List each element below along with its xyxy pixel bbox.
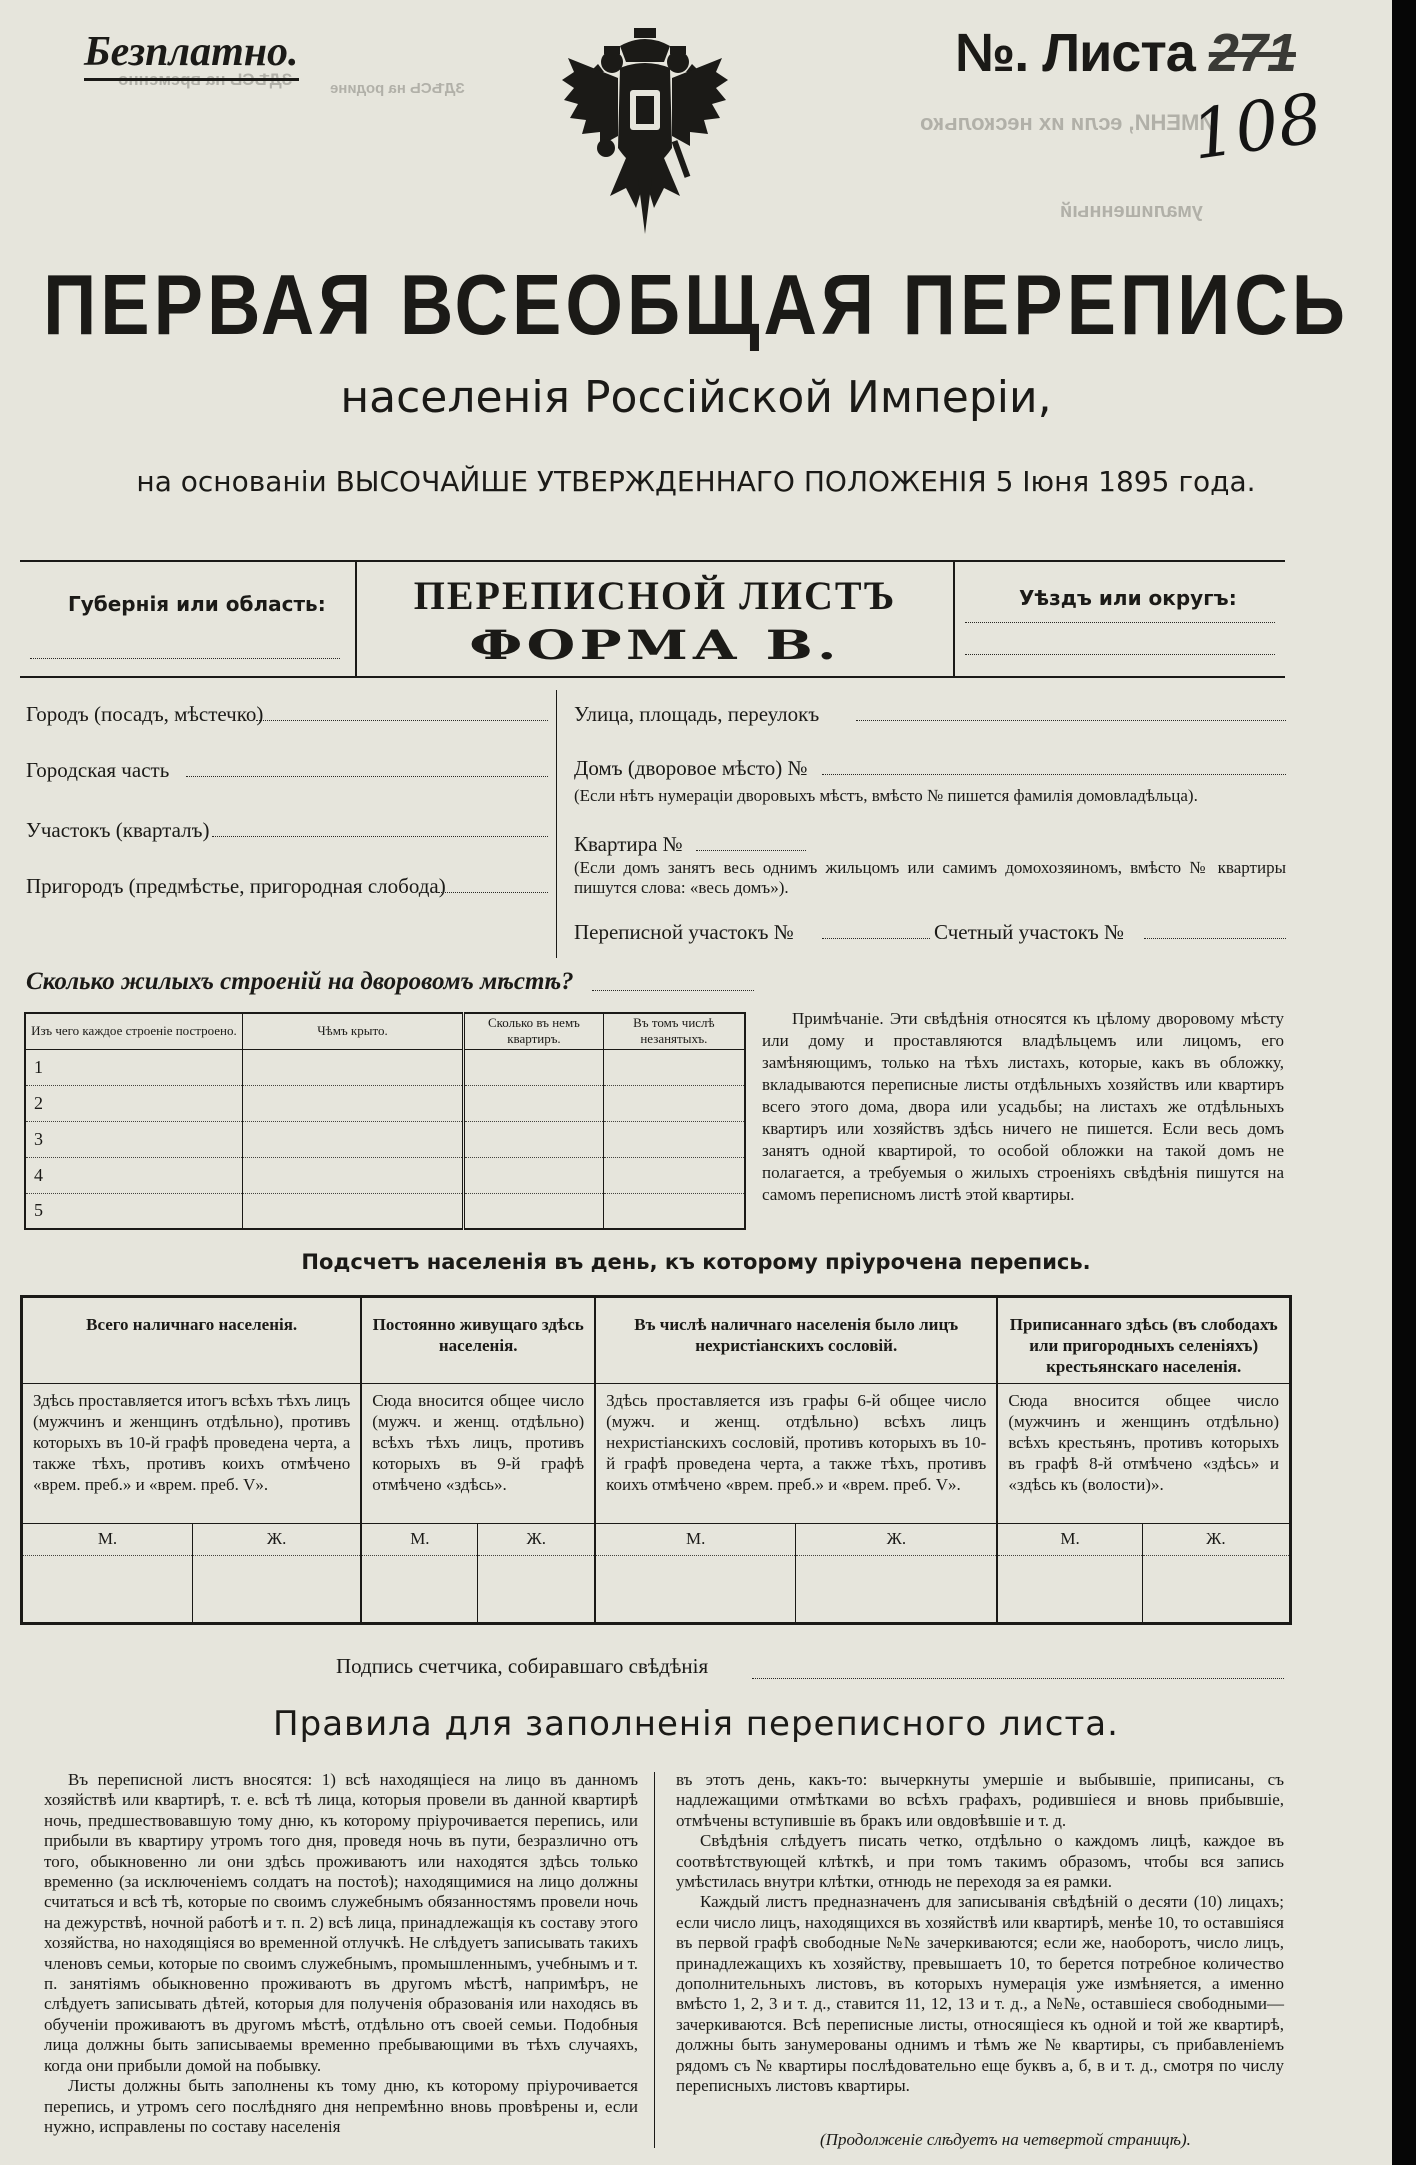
table-cell[interactable] xyxy=(242,1121,463,1157)
population-count-table xyxy=(20,1295,1292,1625)
page-subtitle: населенія Россійской Имперіи, xyxy=(340,372,1052,423)
buildings-table xyxy=(24,1012,746,1230)
address-suburb-field[interactable] xyxy=(438,892,548,893)
signature-field[interactable] xyxy=(752,1678,1284,1679)
buildings-question: Сколько жилыхъ строеній на дворовомъ мѣстѣ? xyxy=(26,968,574,995)
rules-paragraph: Листы должны быть заполнены къ тому дню, къ которому пріурочивается перепись, и утромъ сего послѣдняго дня непремѣнно вновь провѣрены и, если нужно, исправлены по составу населенія xyxy=(44,2076,638,2136)
count-entry-cell[interactable] xyxy=(193,1556,362,1624)
male-label: М. xyxy=(595,1524,796,1556)
count-table-sex-row xyxy=(22,1524,1291,1556)
address-city-part-label: Городская часть xyxy=(26,758,170,782)
sheet-number-label: №. Листа xyxy=(955,23,1195,83)
count-entry-cell[interactable] xyxy=(1142,1556,1290,1624)
rules-paragraph: Свѣдѣнія слѣдуетъ писать четко, отдѣльно о каждомъ лицѣ, каждое въ соотвѣтствующей клѣткѣ, и при томъ такимъ образомъ, чтобы вся запись умѣстилась внутри клѣтки, отнюдь не переходя за ея рамки. xyxy=(676,1831,1284,1892)
address-precinct-label: Участокъ (кварталъ) xyxy=(26,818,210,842)
count-col-total-present: Всего наличнаго населенія. xyxy=(22,1297,362,1384)
female-label: Ж. xyxy=(1142,1524,1290,1556)
table-cell[interactable] xyxy=(603,1193,745,1229)
rules-column-divider xyxy=(654,1772,655,2148)
address-street-field[interactable] xyxy=(856,720,1286,721)
table-row xyxy=(25,1193,745,1229)
male-label: М. xyxy=(22,1524,193,1556)
divider xyxy=(20,676,1285,678)
rules-title: Правила для заполненія переписного листа. xyxy=(273,1704,1119,1744)
address-house-label: Домъ (дворовое мѣсто) № xyxy=(574,756,808,780)
address-city-part-field[interactable] xyxy=(186,776,548,777)
uezd-field-1[interactable] xyxy=(965,622,1275,623)
address-apartment-note: (Если домъ занятъ весь однимъ жильцомъ или самимъ домохозяиномъ, вмѣсто № квартиры пишутся слова: «весь домъ»). xyxy=(574,858,1286,897)
count-col-peasants: Приписаннаго здѣсь (въ слободахъ или пригородныхъ селеніяхъ) крестьянскаго населенія. xyxy=(997,1297,1290,1384)
col-apartments: Сколько въ немъ квартиръ. xyxy=(464,1013,604,1049)
table-cell[interactable] xyxy=(242,1193,463,1229)
rules-paragraph: Въ переписной листъ вносятся: 1) всѣ находящіеся на лицо въ данномъ хозяйствѣ или квартирѣ, т. е. всѣ тѣ лица, которыя провели въ данной квартирѣ ночь, предшествовавшую тому дню, къ которому пріурочивается перепись, или прибыли въ квартиру утромъ того дня, проведя ночь въ пути, безразлично отъ того, обыкновенно ли они здѣсь проживаютъ или находятся здѣсь только временно (за исключеніемъ солдатъ на постоѣ); находящимися на лицо должны считаться и всѣ тѣ, которые по своимъ служебнымъ обязанностямъ провели ночь на дежурствѣ, ночной работѣ и т. п. 2) всѣ лица, принадлежащія къ составу этого хозяйства, но находящіяся во временной отлучкѣ. Не слѣдуетъ записывать такихъ членовъ семьи, которые по своимъ служебнымъ, промышленнымъ, учебнымъ и т. п. занятіямъ обыкновенно проживаютъ въ другомъ мѣстѣ, напримѣръ, не слѣдуетъ записывать дѣтей, которыя для полученія образованія или находясь въ обученіи проживаютъ въ другомъ мѣстѣ, отдѣльно отъ своей семьи. Подобныя лица должны быть записываемы временно пребывающими въ тѣхъ случаяхъ, когда они прибыли домой на побывку. xyxy=(44,1770,638,2075)
bleed-through-text: ЗДѢСЬ на временно xyxy=(118,70,293,89)
rules-paragraph: въ этотъ день, какъ-то: вычеркнуты умершіе и выбывшіе, приписаны, съ надлежащими отмѣтками во всѣхъ графахъ, родившіеся и вновь прибывшіе, отмѣчены вступившіе въ бракъ или овдовѣвшіе и т. д. xyxy=(676,1770,1284,1830)
count-table-entry-row xyxy=(22,1556,1291,1624)
address-suburb-label: Пригородъ (предмѣстье, пригородная слобода) xyxy=(26,874,446,898)
address-city-label: Городъ (посадъ, мѣстечко) xyxy=(26,702,264,726)
page-title: ПЕРВАЯ ВСЕОБЩАЯ ПЕРЕПИСЬ xyxy=(43,256,1349,353)
address-street-label: Улица, площадь, переулокъ xyxy=(574,702,820,726)
female-label: Ж. xyxy=(193,1524,362,1556)
free-label: Безплатно. xyxy=(84,28,299,81)
female-label: Ж. xyxy=(478,1524,595,1556)
counting-district-field[interactable] xyxy=(1144,938,1286,939)
row-number[interactable]: 5 xyxy=(25,1193,242,1229)
buildings-count-field[interactable] xyxy=(592,990,754,991)
uezd-field-2[interactable] xyxy=(965,654,1275,655)
row-number[interactable]: 3 xyxy=(25,1121,242,1157)
row-number[interactable]: 2 xyxy=(25,1085,242,1121)
table-cell[interactable] xyxy=(603,1121,745,1157)
handwritten-sheet-number: 108 xyxy=(1187,79,1327,176)
signature-label: Подпись счетчика, собиравшаго свѣдѣнія xyxy=(336,1654,709,1678)
count-entry-cell[interactable] xyxy=(478,1556,595,1624)
count-entry-cell[interactable] xyxy=(22,1556,193,1624)
buildings-note: Примѣчаніе. Эти свѣдѣнія относятся къ цѣлому дворовому мѣсту или дому и проставляются владѣльцемъ или лицомъ, его замѣняющимъ, только на тѣхъ листахъ, которые, какъ въ обложку, вкладываются переписные листы отдѣльныхъ хозяйствъ или квартиръ всего этого дома, двора или усадьбы; на листахъ же отдѣльныхъ квартиръ или хозяйствъ здѣсь ничего не пишется. Если весь домъ занятъ одной квартирой, то особой обложки на такой домъ не полагается, а требуемыя о жилыхъ строеніяхъ свѣдѣнія пишутся на самомъ переписномъ листѣ этой квартиры. xyxy=(762,1009,1284,1204)
count-desc-total-present: Здѣсь проставляется итогъ всѣхъ тѣхъ лицъ (мужчинъ и женщинъ отдѣльно), противъ которыхъ въ 10-й графѣ проведена черта, а также тѣхъ, противъ коихъ отмѣчено «врем. преб.» и «врем. преб. V». xyxy=(22,1384,362,1524)
female-label: Ж. xyxy=(796,1524,998,1556)
sheet-title-box xyxy=(355,560,955,676)
count-col-permanent: Постоянно живущаго здѣсь населенія. xyxy=(361,1297,595,1384)
col-roof: Чѣмъ крыто. xyxy=(242,1013,463,1049)
count-desc-non-christian: Здѣсь проставляется изъ графы 6-й общее число (мужч. и женщ. отдѣльно) всѣхъ лицъ нехристіанскихъ сословій, противъ которыхъ въ 10-й графѣ проведена черта, а также тѣхъ, противъ коихъ отмѣчено «врем. преб.» и «врем. преб. V». xyxy=(595,1384,997,1524)
table-cell[interactable] xyxy=(603,1085,745,1121)
sheet-title: ПЕРЕПИСНОЙ ЛИСТЪ xyxy=(413,573,897,618)
row-number[interactable]: 1 xyxy=(25,1049,242,1085)
rules-column-right xyxy=(676,1770,1284,2097)
rules-paragraph: Каждый листъ предназначенъ для записыванія свѣдѣній о десяти (10) лицахъ; если число лицъ, находящихся въ хозяйствѣ или квартирѣ, менѣе 10, то оставшіяся въ первой графѣ свободные №№ зачеркиваются; если же, наоборотъ, число лицъ, принадлежащихъ къ хозяйству, превышаетъ 10, то берется потребное количество дополнительныхъ листовъ, въ которыхъ нумерація уже измѣняется, а именно вмѣсто 1, 2, 3 и т. д., ставится 11, 12, 13 и т. д., а №№, оставшіеся свободными—зачеркиваются. Всѣ переписные листы, относящіеся къ одной и той же квартирѣ, должны быть занумерованы однимъ и тѣмъ же № квартиры, съ прибавленіемъ рядомъ съ № квартиры послѣдовательно еще буквъ а, б, в и т. д., смотря по числу переписныхъ листовъ квартиры. xyxy=(676,1892,1284,2096)
address-house-note: (Если нѣтъ нумераціи дворовыхъ мѣстъ, вмѣсто № пишется фамилія домовладѣльца). xyxy=(574,786,1198,805)
table-row xyxy=(25,1157,745,1193)
table-cell[interactable] xyxy=(242,1049,463,1085)
bleed-through-text: умалишенный xyxy=(1060,200,1203,222)
count-table-headers xyxy=(22,1297,1291,1384)
table-cell[interactable] xyxy=(242,1085,463,1121)
buildings-table-header xyxy=(25,1013,745,1049)
table-cell[interactable] xyxy=(603,1157,745,1193)
sheet-number-struck: 271 xyxy=(1208,23,1296,83)
population-count-title: Подсчетъ населенія въ день, къ которому пріурочена перепись. xyxy=(301,1250,1091,1274)
counting-district-label: Счетный участокъ № xyxy=(934,920,1125,944)
bleed-through-text: ИМЕНИ, если их несколько xyxy=(920,110,1216,135)
census-district-field[interactable] xyxy=(822,938,930,939)
table-cell[interactable] xyxy=(242,1157,463,1193)
legal-basis: на основаніи ВЫСОЧАЙШЕ УТВЕРЖДЕННАГО ПОЛОЖЕНІЯ 5 Іюня 1895 года. xyxy=(136,465,1256,498)
count-table-descriptions xyxy=(22,1384,1291,1524)
count-entry-cell[interactable] xyxy=(796,1556,998,1624)
table-cell[interactable] xyxy=(603,1049,745,1085)
count-entry-cell[interactable] xyxy=(361,1556,478,1624)
form-label: ФОРМА В. xyxy=(469,622,841,669)
rules-column-left xyxy=(44,1770,638,2137)
bleed-through-text: ЗДѢСЬ на родине xyxy=(330,80,465,97)
table-cell[interactable] xyxy=(464,1121,604,1157)
table-row xyxy=(25,1085,745,1121)
address-apartment-label: Квартира № xyxy=(574,832,683,856)
rules-continued: (Продолженіе слѣдуетъ на четвертой страницѣ). xyxy=(820,2130,1191,2149)
male-label: М. xyxy=(361,1524,478,1556)
uezd-box xyxy=(955,560,1285,676)
address-house-field[interactable] xyxy=(822,774,1286,775)
address-apartment-field[interactable] xyxy=(696,850,806,851)
census-district-label: Переписной участокъ № xyxy=(574,920,794,944)
table-row xyxy=(25,1049,745,1085)
count-desc-permanent: Сюда вносится общее число (мужч. и женщ. отдѣльно) всѣхъ тѣхъ лицъ, противъ которыхъ въ 9-й графѣ отмѣчено «здѣсь». xyxy=(361,1384,595,1524)
table-row xyxy=(25,1121,745,1157)
table-cell[interactable] xyxy=(464,1157,604,1193)
address-divider xyxy=(556,690,557,958)
uezd-label: Уѣздъ или округъ: xyxy=(1019,586,1237,610)
sheet-number xyxy=(955,22,1296,84)
imperial-eagle-emblem xyxy=(560,28,730,238)
count-entry-cell[interactable] xyxy=(595,1556,796,1624)
male-label: М. xyxy=(997,1524,1142,1556)
table-cell[interactable] xyxy=(464,1085,604,1121)
gubernia-label: Губернія или область: xyxy=(68,592,326,616)
table-cell[interactable] xyxy=(464,1193,604,1229)
count-col-non-christian: Въ числѣ наличнаго населенія было лицъ нехристіанскихъ сословій. xyxy=(595,1297,997,1384)
row-number[interactable]: 4 xyxy=(25,1157,242,1193)
address-city-field[interactable] xyxy=(256,720,548,721)
count-entry-cell[interactable] xyxy=(997,1556,1142,1624)
address-precinct-field[interactable] xyxy=(212,836,548,837)
count-desc-peasants: Сюда вносится общее число (мужчинъ и женщинъ отдѣльно) всѣхъ крестьянъ, противъ которыхъ въ графѣ 8-й отмѣчено «здѣсь» и «здѣсь къ (волости)». xyxy=(1008,1391,1279,1494)
col-material: Изъ чего каждое строеніе построено. xyxy=(25,1013,242,1049)
table-cell[interactable] xyxy=(464,1049,604,1085)
col-vacant: Въ томъ числѣ незанятыхъ. xyxy=(603,1013,745,1049)
